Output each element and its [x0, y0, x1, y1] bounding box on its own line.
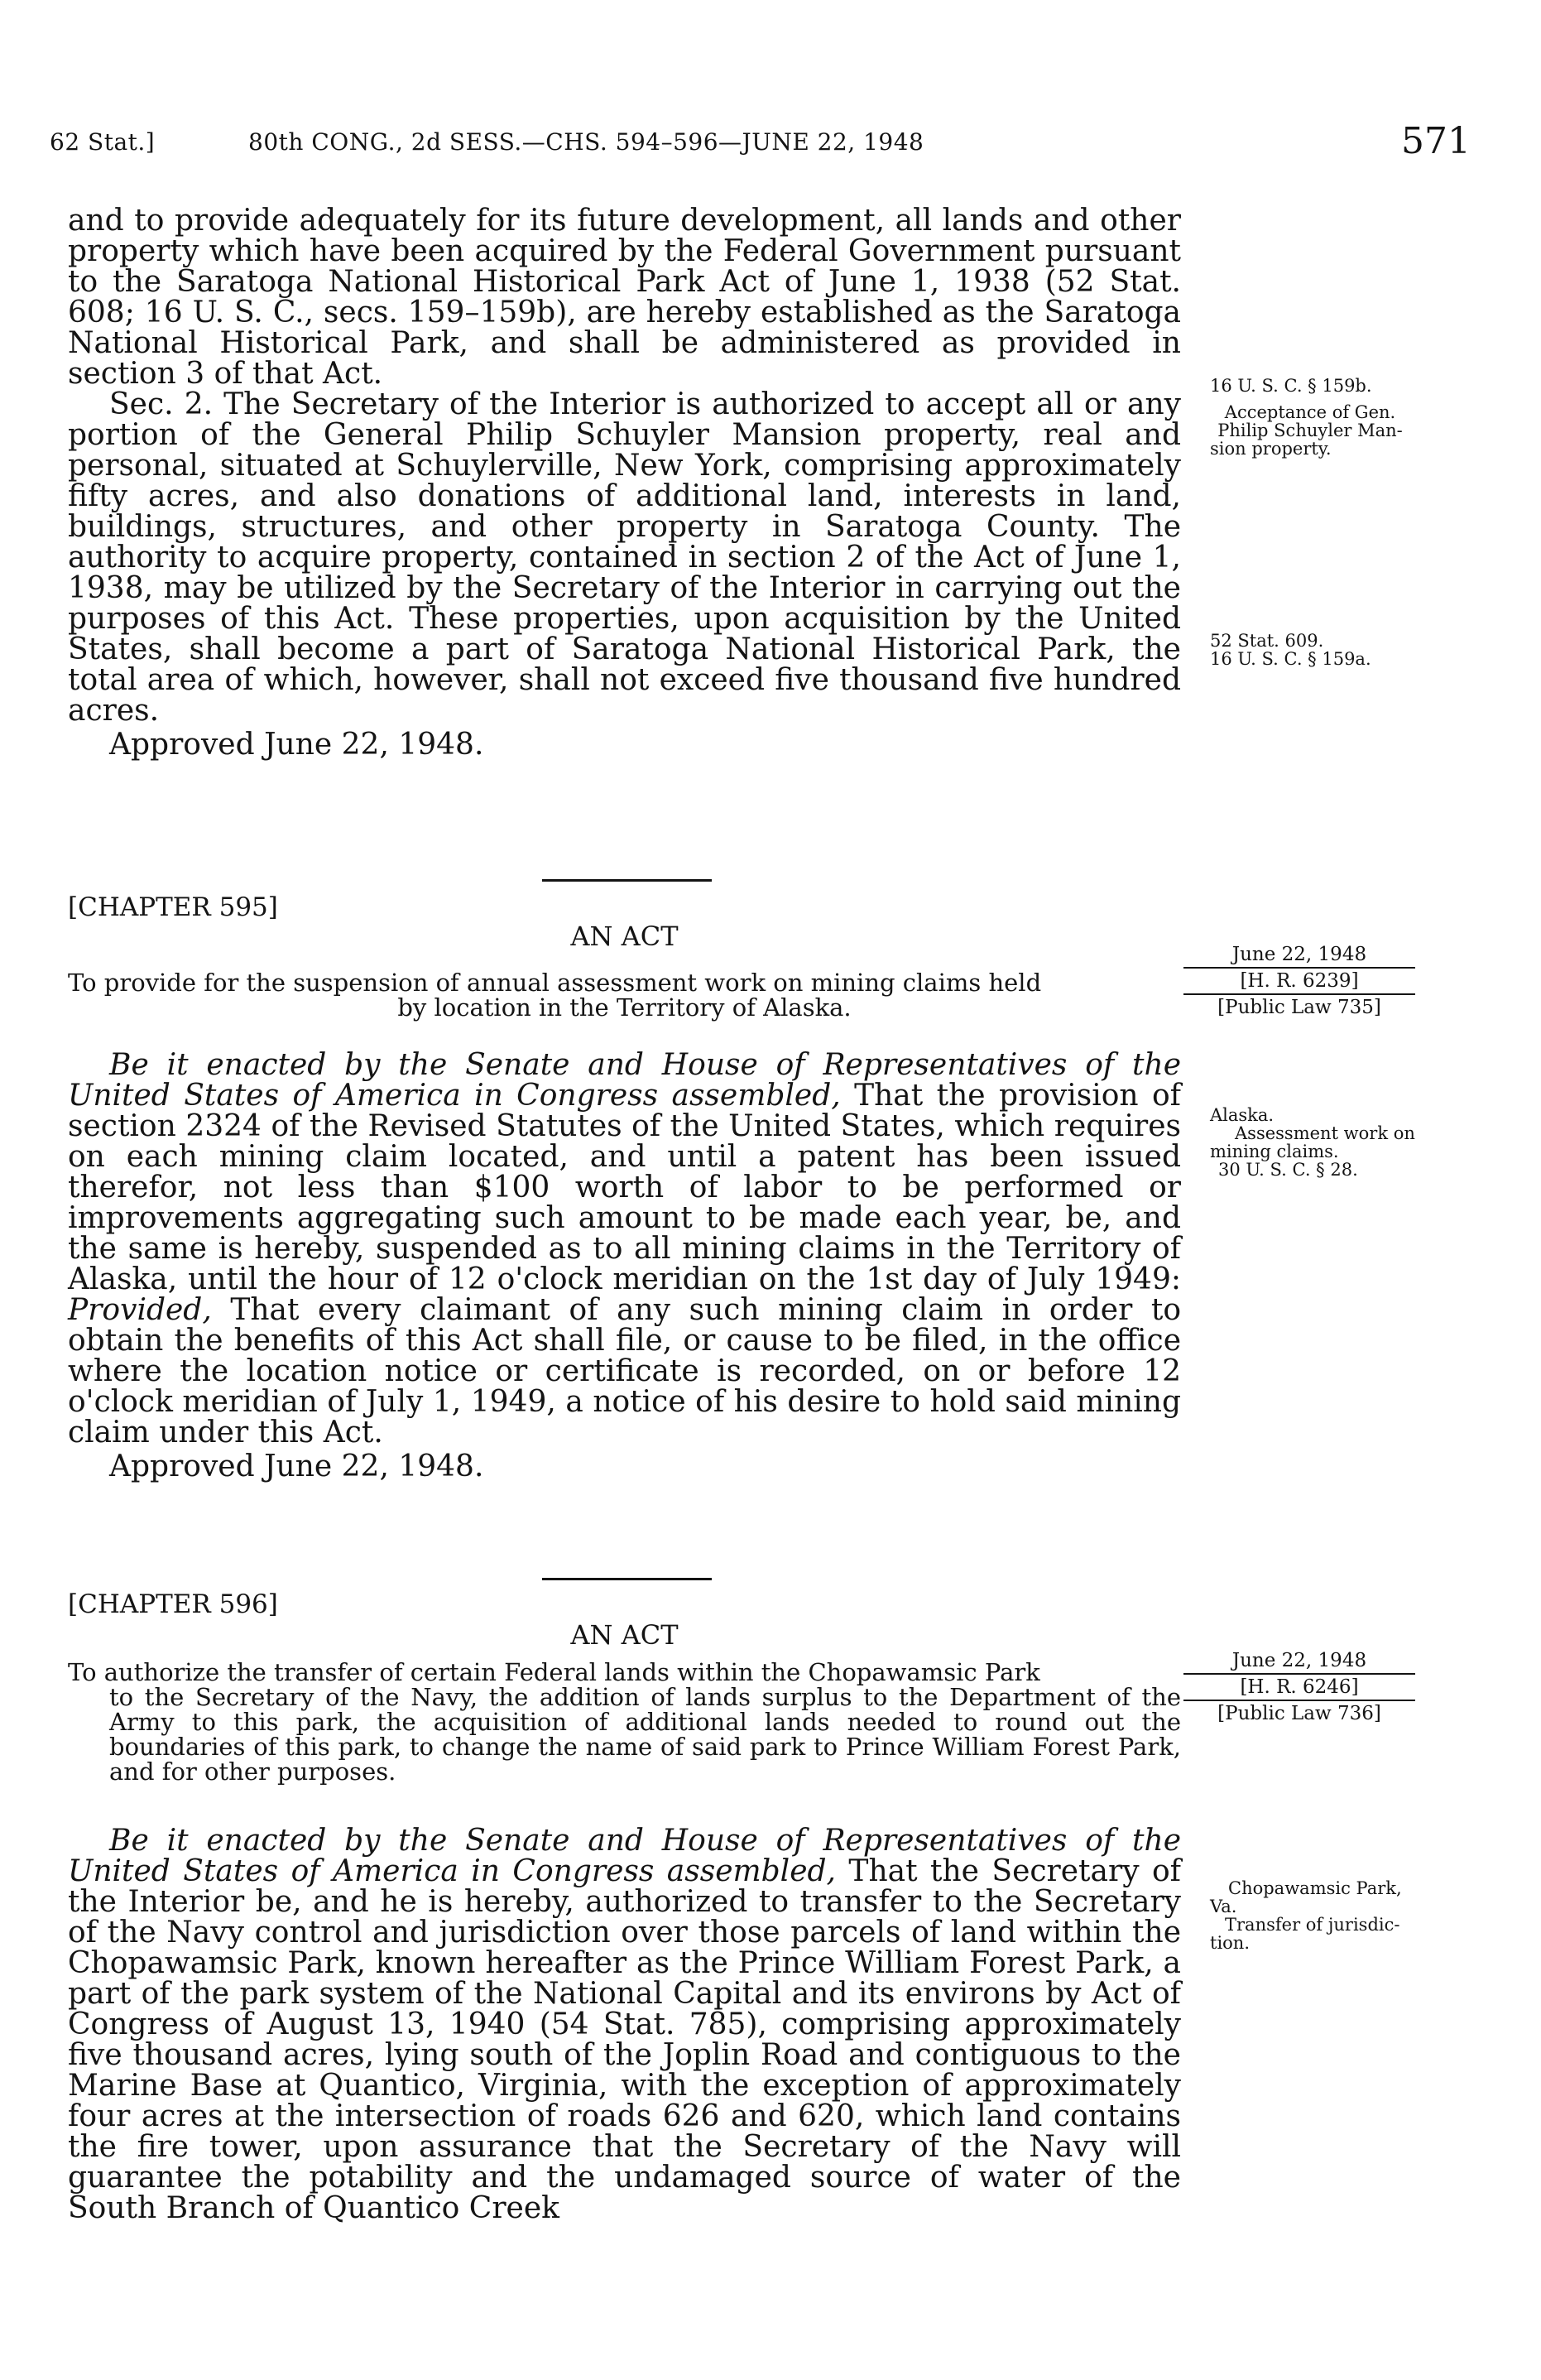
enacting-clause: Be it enacted by the Senate and House of Representatives of the United States of America in Congress assembled, [68, 1824, 1181, 1888]
ch595-title-line-1: To provide for the suspension of annual assessment work on mining claims held [68, 969, 1042, 997]
margin-bill: [H. R. 6246] [1183, 1673, 1415, 1698]
ch595-enacting-paragraph [68, 1050, 1181, 1448]
margin-note-line: tion. [1210, 1933, 1250, 1953]
margin-note-line: Acceptance of Gen. [1224, 402, 1396, 422]
margin-note-line: Assessment work on [1235, 1123, 1415, 1143]
running-header [50, 120, 1491, 170]
chapter-595-body [68, 1050, 1181, 1482]
margin-note-line: Alaska. [1210, 1105, 1275, 1125]
body-text: That the Secretary of the Interior be, and he is hereby, authorized to transfer to the Secretary of the Navy control and jurisdiction over those parcels of land within the Chopawamsic Park, known hereafter as the Prince William Forest Park, a part of the park system of the National Capital and its environs by Act of Congress of August 13, 1940 (54 Stat. 785), comprising approximately five thousand acres, lying south of the Joplin Road and contiguous to the Marine Base at Quantico, Virginia, with the exception of approximately four acres at the intersection of roads 626 and 620, which land contains the fire tower, upon assurance that the Secretary of the Navy will guarantee the potability and the undamaged source of water of the South Branch of Quantico Creek [68, 1854, 1181, 2225]
margin-note-line: mining claims. [1210, 1142, 1339, 1161]
ch595-title [68, 970, 1181, 1020]
margin-date: June 22, 1948 [1231, 944, 1367, 965]
chapter-595-heading: [CHAPTER 595] [68, 892, 278, 922]
ch596-margin-box [1183, 1650, 1415, 1724]
section-label: Sec. 2. [109, 387, 214, 421]
separator-rule [542, 879, 712, 882]
margin-note-line: Chopawamsic Park, [1228, 1878, 1402, 1898]
section-text: The Secretary of the Interior is authorized to accept all or any portion of the General Philip Schuyler Mansion property, real and personal, situated at Schuylerville, New York, comprising approximately fifty acres, and also donations of additional land, interests in land, buildings, structures, and other property in Saratoga County. The authority to acquire property, contained in section 2 of the Act of June 1, 1938, may be utilized by the Secretary of the Interior in carrying out the purposes of this Act. These properties, upon acquisition by the United States, shall become a part of Saratoga National Historical Park, the total area of which, however, shall not exceed five thousand five hundred acres. [68, 387, 1181, 728]
margin-date: June 22, 1948 [1231, 1650, 1367, 1671]
ch596-margin-note [1210, 1879, 1402, 1952]
margin-citation: 16 U. S. C. § 159b. [1210, 376, 1372, 396]
margin-note-line: sion property. [1210, 439, 1332, 459]
ch595-approved: Approved June 22, 1948. [109, 1450, 484, 1483]
session-line: 80th CONG., 2d SESS.—CHS. 594–596—JUNE 22, 1948 [248, 128, 924, 156]
ch595-margin-box [1183, 944, 1415, 1018]
provided-clause: Provided, [68, 1293, 212, 1327]
margin-bill: [H. R. 6239] [1183, 967, 1415, 992]
ch596-title-line-1: To authorize the transfer of certain Federal lands within the Chopawamsic Park [68, 1658, 1040, 1686]
ch594-paragraph-1: and to provide adequately for its future development, all lands and other property which have been acquired by the Federal Government pursuant to the Saratoga National Historical Park Act of June 1, 1938 (52 Stat. 608; 16 U. S. C., secs. 159–159b), are hereby established as the Saratoga National Historical Park, and shall be administered as provided in section 3 of that Act. [68, 204, 1181, 391]
ch596-title [68, 1660, 1181, 1784]
ch596-enacting-paragraph [68, 1825, 1181, 2224]
ch594-section-2 [68, 389, 1181, 726]
an-act-heading: AN ACT [570, 1619, 679, 1651]
margin-note-line: Va. [1210, 1897, 1237, 1916]
body-text: That the provision of section 2324 of the Revised Statutes of the United States, which requires on each mining claim located, and until a patent has been issued therefor, not less than $100 worth of labor to be performed or improvements aggregating such amount to be made each year, be, and the same is hereby, suspended as to all mining claims in the Territory of Alaska, until the hour of 12 o'clock meridian on the 1st day of July 1949: [68, 1079, 1181, 1296]
separator-rule [542, 1578, 712, 1580]
an-act-heading: AN ACT [570, 921, 679, 952]
ch596-title-rest: to the Secretary of the Navy, the addition of lands surplus to the Department of the Army to this park, the acquisition of additional lands needed to round out the boundaries of this park, to change the name of said park to Prince William Forest Park, and for other purposes. [109, 1683, 1181, 1786]
margin-note-schuyler [1198, 403, 1422, 458]
enacting-clause: Be it enacted by the Senate and House of Representatives of the United States of America in Congress assembled, [68, 1048, 1181, 1113]
chapter-594-body [68, 205, 1181, 760]
ch594-approved: Approved June 22, 1948. [109, 728, 484, 762]
margin-citation-line: 52 Stat. 609. [1210, 631, 1324, 651]
page-number: 571 [1401, 120, 1471, 162]
margin-citation-line: 16 U. S. C. § 159a. [1210, 649, 1371, 669]
margin-public-law: [Public Law 736] [1183, 1700, 1415, 1724]
chapter-596-heading: [CHAPTER 596] [68, 1589, 278, 1619]
ch595-margin-note [1210, 1106, 1415, 1179]
margin-note-line: 30 U. S. C. § 28. [1218, 1160, 1358, 1180]
margin-citation-52stat [1210, 632, 1371, 668]
ch595-title-line-2: by location in the Territory of Alaska. [397, 993, 852, 1022]
volume-citation: 62 Stat.] [50, 128, 156, 156]
margin-note-line: Transfer of jurisdic- [1225, 1915, 1400, 1935]
chapter-596-body [68, 1825, 1181, 2224]
margin-public-law: [Public Law 735] [1183, 993, 1415, 1018]
body-text: That every claimant of any such mining claim in order to obtain the benefits of this Act shall file, or cause to be filed, in the office where the location notice or certificate is recorded, on or before 12 o'clock meridian of July 1, 1949, a notice of his desire to hold said mining claim under this Act. [68, 1293, 1181, 1450]
margin-note-line: Philip Schuyler Man- [1217, 421, 1403, 440]
